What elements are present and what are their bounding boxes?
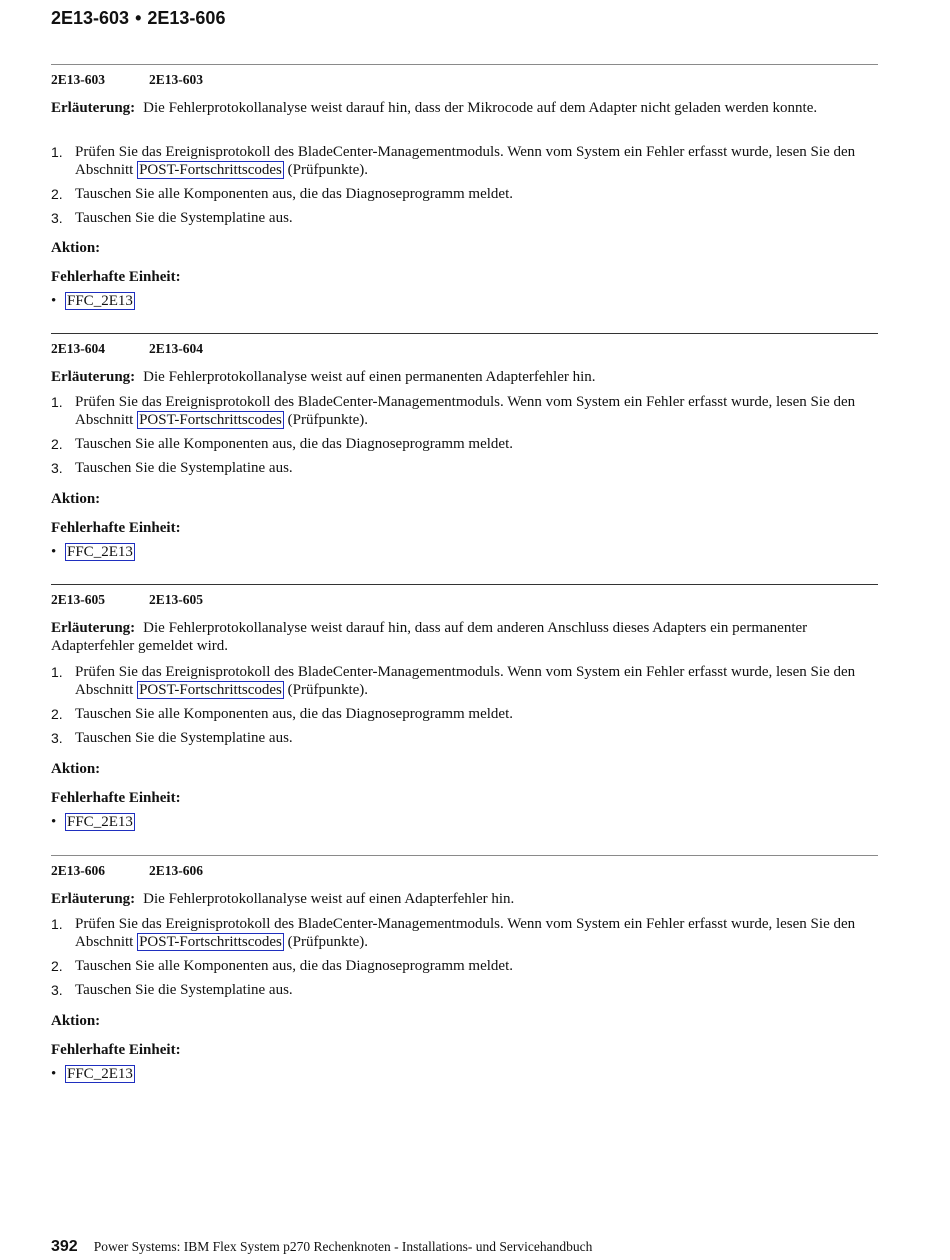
page-number: 392 <box>51 1238 78 1255</box>
step-item <box>51 957 878 975</box>
step-item <box>51 705 878 723</box>
step-number: 2. <box>51 186 63 202</box>
bullet-icon: • <box>51 544 57 560</box>
action-steps <box>51 663 878 753</box>
aktion-label: Aktion: <box>51 240 101 256</box>
step-item <box>51 143 878 179</box>
explanation-text: Die Fehlerprotokollanalyse weist darauf hin, dass auf dem anderen Anschluss dieses Adapters ein permanenter Adapterfehler gemeldet wird. <box>51 620 808 654</box>
post-codes-link[interactable]: POST-Fortschrittscodes <box>139 682 282 698</box>
error-code-repeat: 2E13-604 <box>149 341 203 356</box>
post-codes-link[interactable]: POST-Fortschrittscodes <box>139 412 282 428</box>
explanation-label: Erläuterung: <box>51 369 136 385</box>
step-number: 3. <box>51 460 63 476</box>
step-text-suffix: (Prüfpunkte). <box>287 162 369 178</box>
explanation <box>51 619 873 655</box>
fru-link[interactable]: FFC_2E13 <box>67 814 133 830</box>
step-text: Prüfen Sie das Ereignisprotokoll des BladeCenter-Managementmoduls. Wenn vom System ein Fehler erfasst wurde, lesen Sie den Abschnitt <box>75 394 856 428</box>
post-codes-link[interactable]: POST-Fortschrittscodes <box>139 162 282 178</box>
action-steps <box>51 143 878 233</box>
error-code: 2E13-606 <box>51 863 105 878</box>
explanation <box>51 368 873 386</box>
step-text: Tauschen Sie die Systemplatine aus. <box>75 210 293 226</box>
step-text-suffix: (Prüfpunkte). <box>287 412 369 428</box>
post-codes-link[interactable]: POST-Fortschrittscodes <box>139 934 282 950</box>
section-divider <box>51 584 878 585</box>
step-number: 3. <box>51 730 63 746</box>
fru-link[interactable]: FFC_2E13 <box>67 293 133 309</box>
step-text: Prüfen Sie das Ereignisprotokoll des BladeCenter-Managementmoduls. Wenn vom System ein Fehler erfasst wurde, lesen Sie den Abschnitt <box>75 916 856 950</box>
step-number: 1. <box>51 664 63 680</box>
error-code-heading <box>51 340 203 358</box>
bullet-icon: • <box>51 293 57 309</box>
faulty-unit-label: Fehlerhafte Einheit: <box>51 790 181 806</box>
header-separator: • <box>135 8 142 28</box>
step-number: 1. <box>51 916 63 932</box>
error-code-heading <box>51 862 203 880</box>
step-text: Prüfen Sie das Ereignisprotokoll des BladeCenter-Managementmoduls. Wenn vom System ein Fehler erfasst wurde, lesen Sie den Abschnitt <box>75 144 856 178</box>
step-text: Prüfen Sie das Ereignisprotokoll des BladeCenter-Managementmoduls. Wenn vom System ein Fehler erfasst wurde, lesen Sie den Abschnitt <box>75 664 856 698</box>
step-number: 3. <box>51 210 63 226</box>
explanation-label: Erläuterung: <box>51 100 136 116</box>
step-number: 2. <box>51 706 63 722</box>
faulty-unit-label: Fehlerhafte Einheit: <box>51 269 181 285</box>
step-text: Tauschen Sie alle Komponenten aus, die das Diagnoseprogramm meldet. <box>75 186 513 202</box>
step-number: 2. <box>51 436 63 452</box>
step-number: 2. <box>51 958 63 974</box>
step-number: 3. <box>51 982 63 998</box>
faulty-unit-label: Fehlerhafte Einheit: <box>51 520 181 536</box>
step-item <box>51 209 878 227</box>
fru-link[interactable]: FFC_2E13 <box>67 544 133 560</box>
action-steps <box>51 393 878 483</box>
step-item <box>51 185 878 203</box>
action-steps <box>51 915 878 1005</box>
step-text: Tauschen Sie alle Komponenten aus, die das Diagnoseprogramm meldet. <box>75 958 513 974</box>
page-footer <box>51 1238 592 1256</box>
error-code-heading <box>51 591 203 609</box>
step-text: Tauschen Sie alle Komponenten aus, die das Diagnoseprogramm meldet. <box>75 436 513 452</box>
faulty-unit-label: Fehlerhafte Einheit: <box>51 1042 181 1058</box>
explanation-text: Die Fehlerprotokollanalyse weist darauf hin, dass der Mikrocode auf dem Adapter nicht geladen werden konnte. <box>143 100 818 116</box>
book-title: Power Systems: IBM Flex System p270 Rechenknoten - Installations- und Servicehandbuch <box>93 1239 593 1254</box>
step-text-suffix: (Prüfpunkte). <box>287 682 369 698</box>
error-code-repeat: 2E13-606 <box>149 863 203 878</box>
fru-link[interactable]: FFC_2E13 <box>67 1066 133 1082</box>
header-first-code: 2E13-603 <box>51 8 130 28</box>
header-last-code: 2E13-606 <box>147 8 226 28</box>
step-text: Tauschen Sie die Systemplatine aus. <box>75 730 293 746</box>
error-code-repeat: 2E13-603 <box>149 72 203 87</box>
explanation-text: Die Fehlerprotokollanalyse weist auf einen Adapterfehler hin. <box>143 891 515 907</box>
aktion-label: Aktion: <box>51 761 101 777</box>
error-code: 2E13-605 <box>51 592 105 607</box>
explanation-label: Erläuterung: <box>51 891 136 907</box>
error-code-heading <box>51 71 203 89</box>
running-header <box>51 8 225 29</box>
bullet-icon: • <box>51 1066 57 1082</box>
step-item <box>51 729 878 747</box>
explanation <box>51 99 873 117</box>
step-text: Tauschen Sie die Systemplatine aus. <box>75 460 293 476</box>
section-divider <box>51 855 878 856</box>
step-number: 1. <box>51 394 63 410</box>
step-item <box>51 663 878 699</box>
bullet-icon: • <box>51 814 57 830</box>
fru-list-item <box>51 1065 135 1083</box>
step-item <box>51 435 878 453</box>
step-text: Tauschen Sie die Systemplatine aus. <box>75 982 293 998</box>
section-divider <box>51 333 878 334</box>
fru-list-item <box>51 813 135 831</box>
step-item <box>51 393 878 429</box>
step-item <box>51 981 878 999</box>
step-number: 1. <box>51 144 63 160</box>
fru-list-item <box>51 543 135 561</box>
error-code-repeat: 2E13-605 <box>149 592 203 607</box>
aktion-label: Aktion: <box>51 1013 101 1029</box>
step-text-suffix: (Prüfpunkte). <box>287 934 369 950</box>
step-text: Tauschen Sie alle Komponenten aus, die das Diagnoseprogramm meldet. <box>75 706 513 722</box>
fru-list-item <box>51 292 135 310</box>
explanation <box>51 890 873 908</box>
explanation-text: Die Fehlerprotokollanalyse weist auf einen permanenten Adapterfehler hin. <box>143 369 596 385</box>
explanation-label: Erläuterung: <box>51 620 136 636</box>
error-code: 2E13-603 <box>51 72 105 87</box>
aktion-label: Aktion: <box>51 491 101 507</box>
error-code: 2E13-604 <box>51 341 105 356</box>
section-divider <box>51 64 878 65</box>
step-item <box>51 459 878 477</box>
step-item <box>51 915 878 951</box>
